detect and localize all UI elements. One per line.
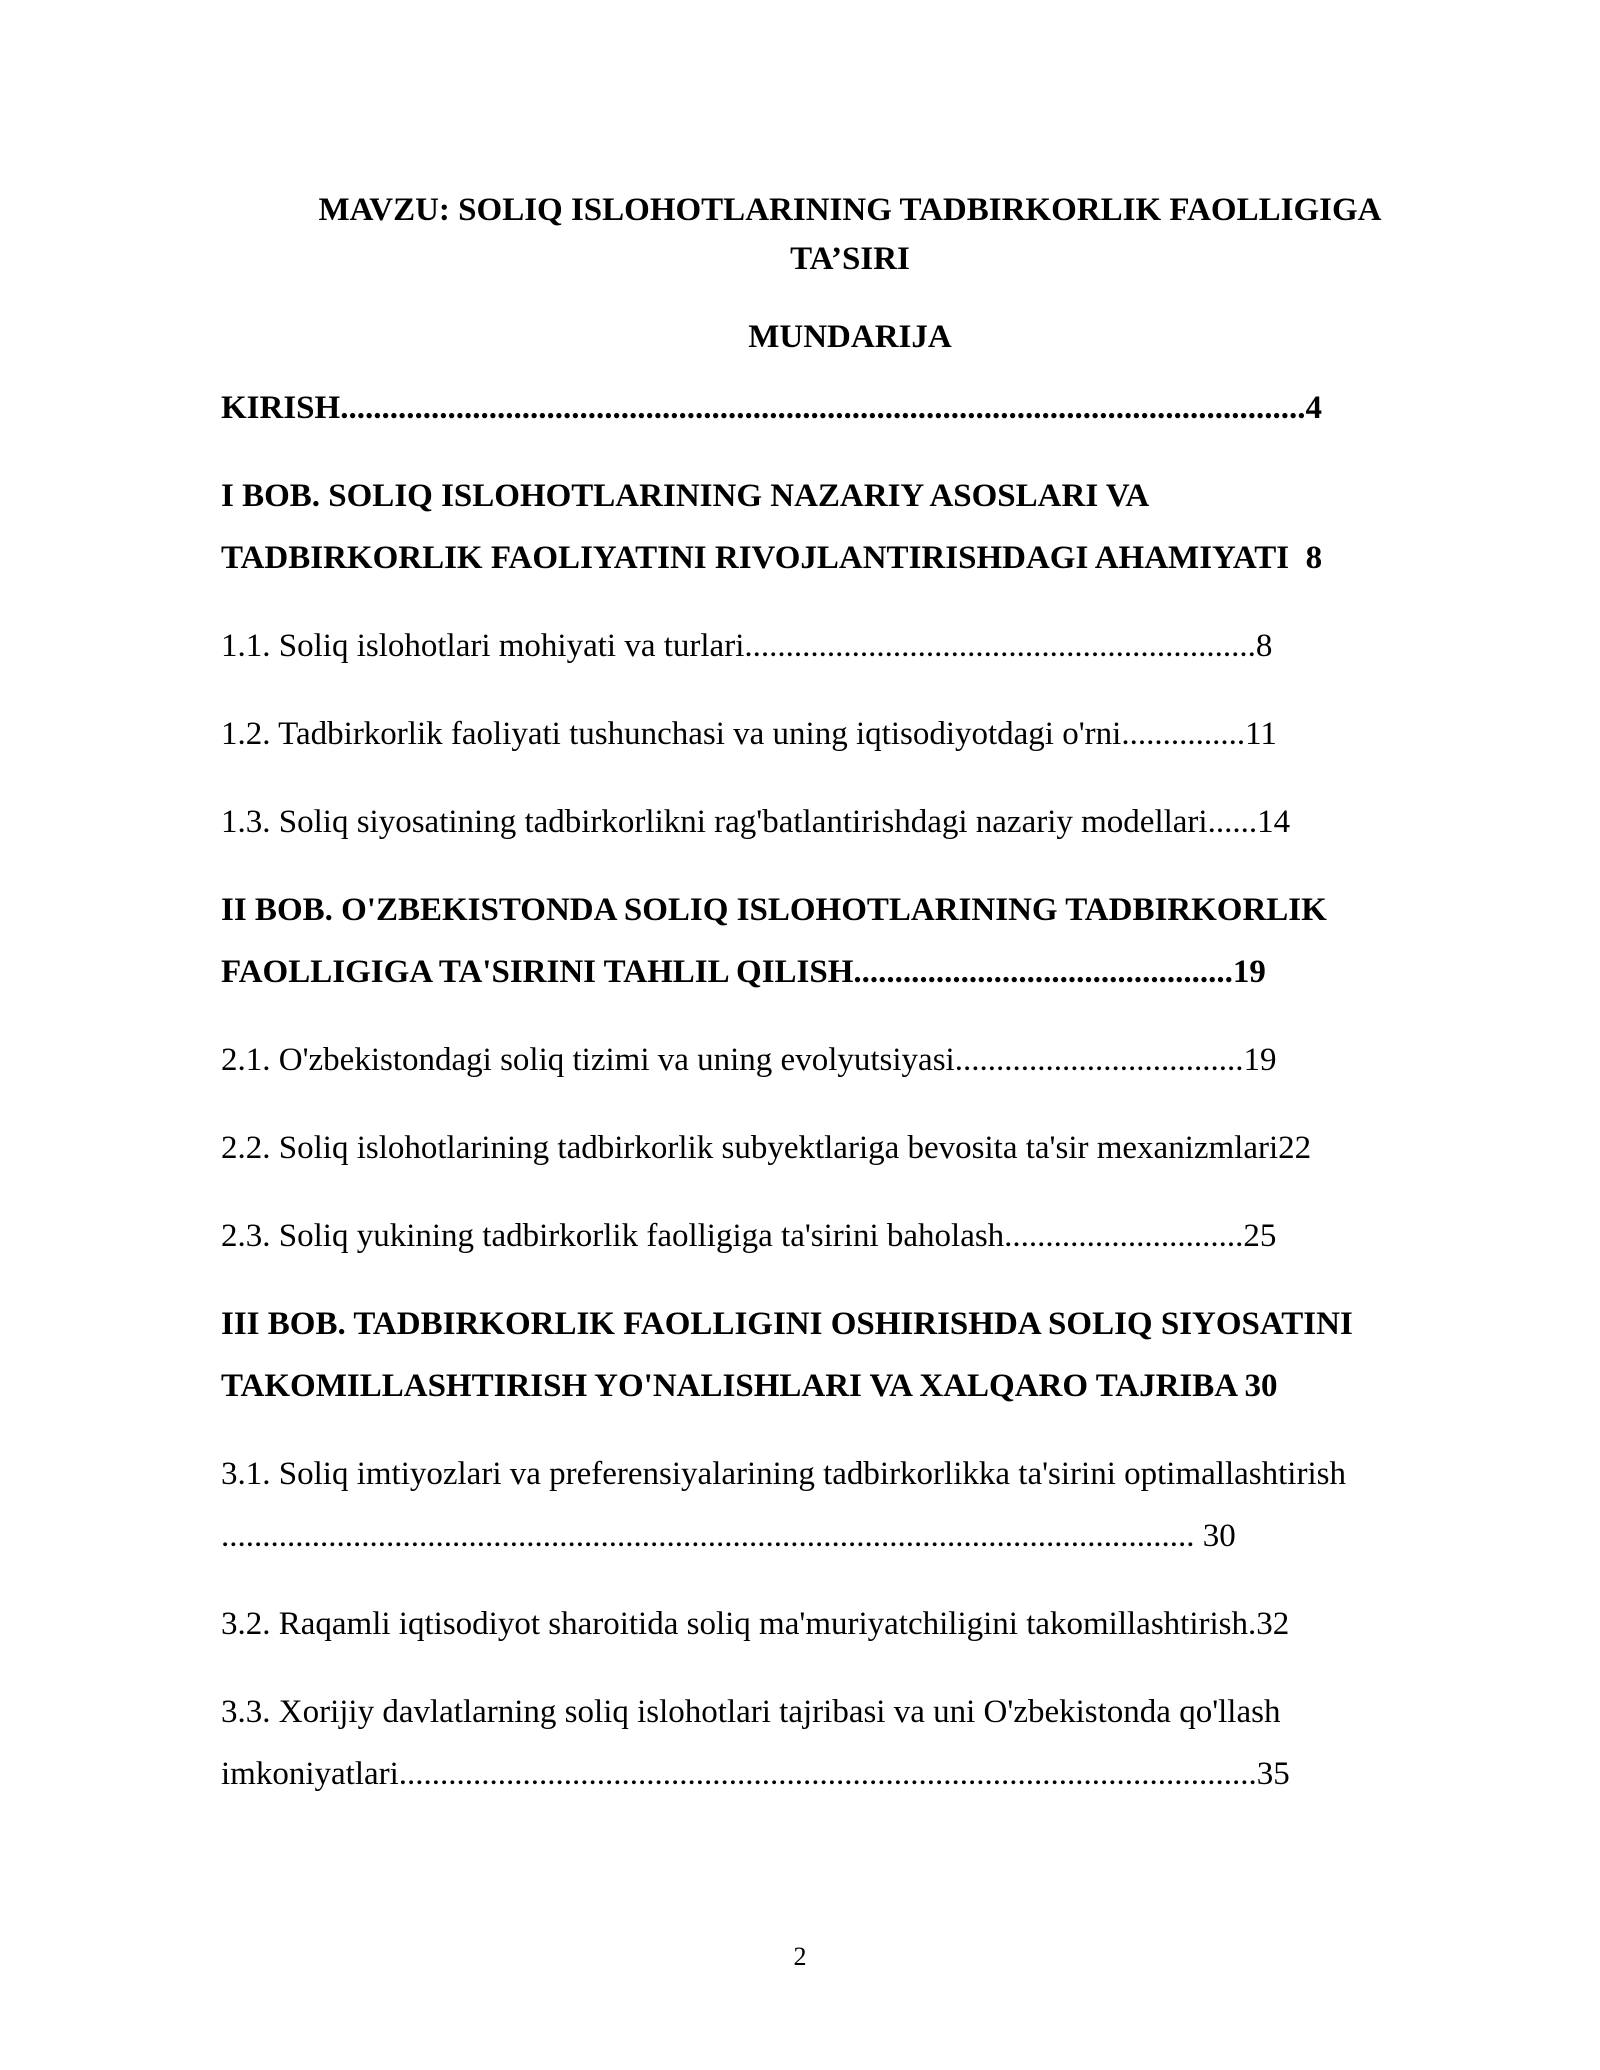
toc-section-3-3-line-1: 3.3. Xorijiy davlatlarning soliq islohotlari tajribasi va uni O'zbekistonda qo'llash xyxy=(221,1694,1281,1730)
toc-section-1-1: 1.1. Soliq islohotlari mohiyati va turlari..............................................................8 xyxy=(221,628,1273,664)
toc-section-2-1: 2.1. O'zbekistondagi soliq tizimi va uning evolyutsiyasi...................................19 xyxy=(221,1042,1277,1078)
toc-section-3-3-line-2: imkoniyatlari........................................................................................................35 xyxy=(221,1756,1290,1792)
toc-section-3-1-line-2: ...................................................................................................................... 30 xyxy=(221,1518,1236,1554)
toc-section-3-1-line-1: 3.1. Soliq imtiyozlari va preferensiyalarining tadbirkorlikka ta'sirini optimallashtirish xyxy=(221,1456,1346,1492)
toc-chapter-3-line-1: III BOB. TADBIRKORLIK FAOLLIGINI OSHIRISHDA SOLIQ SIYOSATINI xyxy=(221,1306,1353,1342)
toc-chapter-1-line-1: I BOB. SOLIQ ISLOHOTLARINING NAZARIY ASOSLARI VA xyxy=(221,478,1150,514)
toc-chapter-2-line-2: FAOLLIGIGA TA'SIRINI TAHLIL QILISH..............................................19 xyxy=(221,954,1266,990)
toc-section-2-2: 2.2. Soliq islohotlarining tadbirkorlik subyektlariga bevosita ta'sir mexanizmlari22 xyxy=(221,1130,1312,1166)
toc-section-2-3: 2.3. Soliq yukining tadbirkorlik faolligiga ta'sirini baholash.............................25 xyxy=(221,1218,1277,1254)
toc-chapter-1-line-2: TADBIRKORLIK FAOLIYATINI RIVOJLANTIRISHDAGI AHAMIYATI 8 xyxy=(221,540,1323,576)
title-line-2: TA’SIRI xyxy=(790,241,910,277)
title-line-1: MAVZU: SOLIQ ISLOHOTLARINING TADBIRKORLIK FAOLLIGIGA xyxy=(318,192,1382,228)
toc-chapter-3-line-2: TAKOMILLASHTIRISH YO'NALISHLARI VA XALQARO TAJRIBA 30 xyxy=(221,1368,1278,1404)
document-title xyxy=(200,186,1500,284)
toc-section-3-2: 3.2. Raqamli iqtisodiyot sharoitida soliq ma'muriyatchiligini takomillashtirish.32 xyxy=(221,1606,1290,1642)
contents-heading: MUNDARIJA xyxy=(748,319,952,355)
toc-section-1-3: 1.3. Soliq siyosatining tadbirkorlikni rag'batlantirishdagi nazariy modellari......14 xyxy=(221,804,1291,840)
page-number: 2 xyxy=(793,1942,807,1971)
toc-chapter-2-line-1: II BOB. O'ZBEKISTONDA SOLIQ ISLOHOTLARINING TADBIRKORLIK xyxy=(221,892,1327,928)
toc-section-1-2: 1.2. Tadbirkorlik faoliyati tushunchasi va uning iqtisodiyotdagi o'rni...............11 xyxy=(221,716,1277,752)
toc-entry-introduction: KIRISH.....................................................................................................................4 xyxy=(221,390,1322,426)
